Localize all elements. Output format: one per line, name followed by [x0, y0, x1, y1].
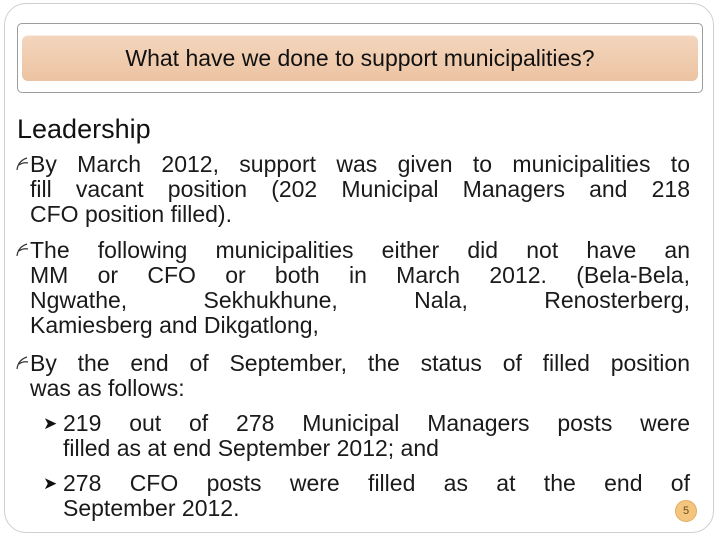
bullet-line: MM or CFO or both in March 2012. (Bela-Bela, [30, 262, 690, 288]
sub-bullet-line: 278 CFO posts were filled as at the end of [63, 470, 690, 496]
bullet-item [30, 152, 690, 227]
title-box [17, 23, 703, 93]
arrow-bullet-icon: ➤ [43, 414, 58, 433]
arrow-bullet-icon: ➤ [43, 474, 58, 493]
bullet-icon [16, 156, 30, 172]
bullet-line: CFO position filled). [30, 201, 232, 227]
sub-bullet-item [43, 410, 690, 461]
bullet-item [30, 238, 690, 338]
bullet-line: The following municipalities either did not have an [30, 237, 690, 263]
page-number-badge: 5 [675, 500, 697, 522]
bullet-line: fill vacant position (202 Municipal Managers and 218 [30, 176, 690, 202]
bullet-icon [16, 355, 30, 371]
bullet-line: By March 2012, support was given to municipalities to [30, 151, 690, 177]
sub-bullet-item [43, 470, 690, 521]
sub-bullet-line: filled as at end September 2012; and [63, 435, 439, 461]
bullet-line: was as follows: [30, 375, 185, 401]
section-heading: Leadership [17, 114, 151, 144]
bullet-line: Ngwathe, Sekhukhune, Nala, Renosterberg, [30, 287, 690, 313]
slide-title: What have we done to support municipalities? [125, 45, 595, 71]
bullet-item [30, 351, 690, 401]
bullet-line: Kamiesberg and Dikgatlong, [30, 312, 319, 338]
sub-bullet-line: September 2012. [63, 495, 240, 521]
sub-bullet-line: 219 out of 278 Municipal Managers posts were [63, 410, 690, 436]
bullet-icon [16, 242, 30, 258]
bullet-line: By the end of September, the status of filled position [30, 350, 690, 376]
